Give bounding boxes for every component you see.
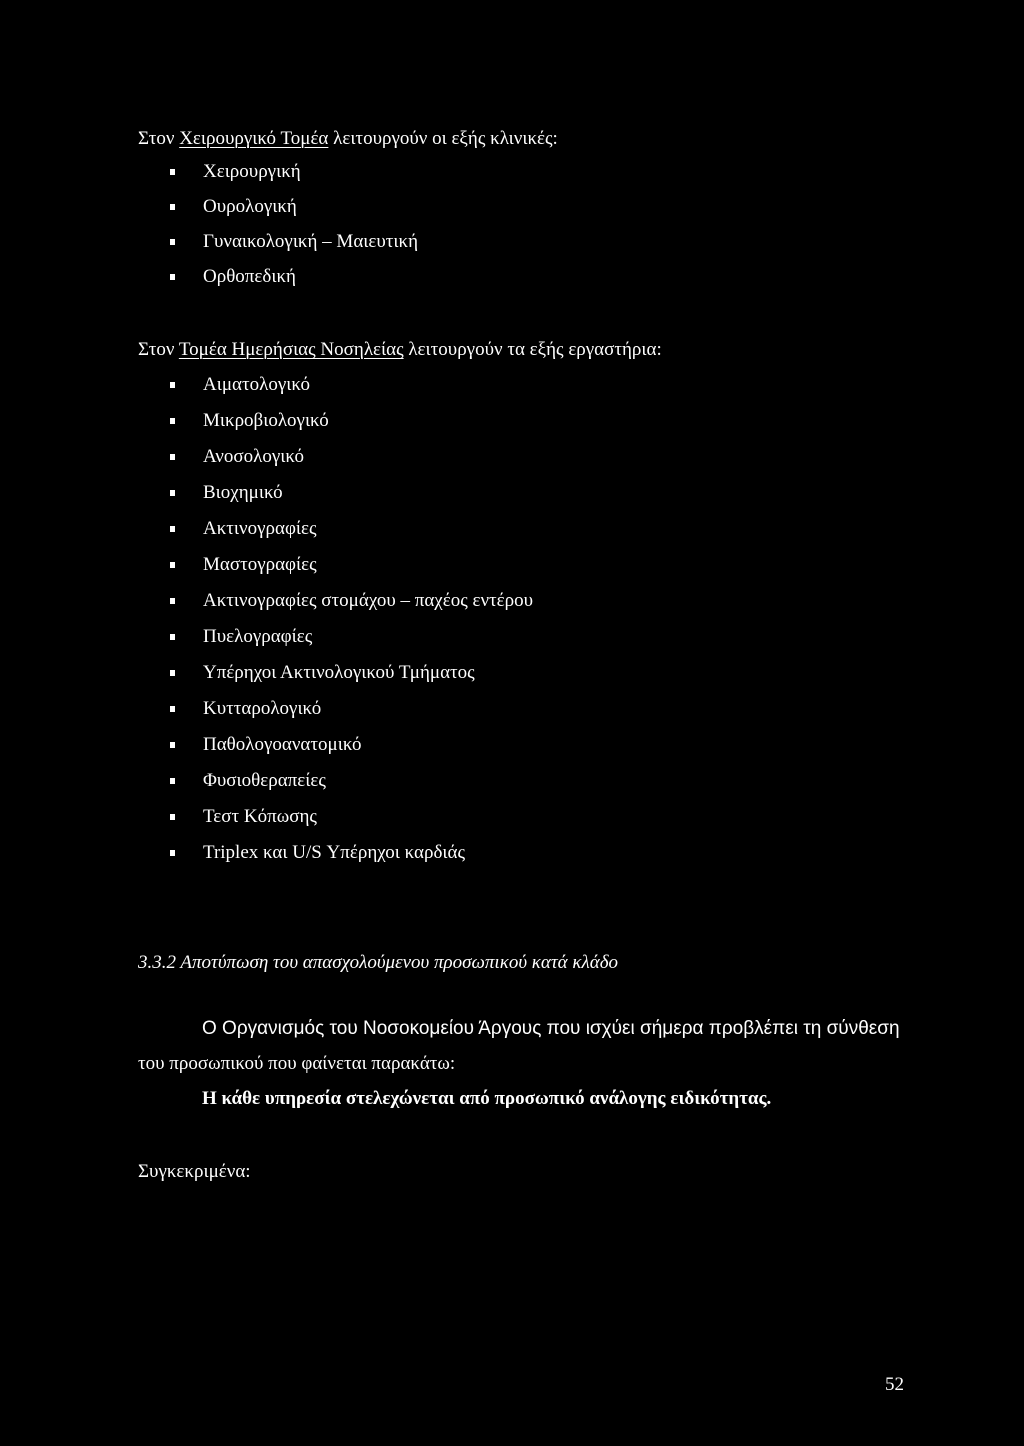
- bullet-icon: [170, 850, 175, 856]
- day-care-sector-link[interactable]: Τομέα Ημερήσιας Νοσηλείας: [178, 339, 404, 360]
- bullet-icon: [170, 706, 175, 712]
- bullet-icon: [170, 274, 175, 280]
- paragraph-line-1: Ο Οργανισμός του Νοσοκομείου Άργους που ισχύει σήμερα προβλέπει τη σύνθεση: [202, 1018, 900, 1039]
- bullet-icon: [170, 814, 175, 820]
- day-care-sector-intro: Στον Τομέα Ημερήσιας Νοσηλείας λειτουργούν τα εξής εργαστήρια:: [138, 339, 662, 360]
- closing-text: Συγκεκριμένα:: [138, 1161, 251, 1182]
- bullet-icon: [170, 454, 175, 460]
- bullet-icon: [170, 239, 175, 245]
- bullet-icon: [170, 169, 175, 175]
- section-heading: 3.3.2 Αποτύπωση του απασχολούμενου προσωπικού κατά κλάδο: [138, 952, 619, 973]
- bullet-icon: [170, 670, 175, 676]
- bullet-icon: [170, 526, 175, 532]
- page-number: 52: [885, 1374, 904, 1395]
- bullet-icon: [170, 562, 175, 568]
- bold-statement: Η κάθε υπηρεσία στελεχώνεται από προσωπικό ανάλογης ειδικότητας.: [202, 1088, 772, 1109]
- paragraph-line-2: του προσωπικού που φαίνεται παρακάτω:: [138, 1053, 456, 1074]
- bullet-icon: [170, 598, 175, 604]
- surgical-sector-intro: Στον Χειρουργικό Τομέα λειτουργούν οι εξής κλινικές:: [138, 128, 558, 149]
- bullet-icon: [170, 742, 175, 748]
- bullet-icon: [170, 204, 175, 210]
- bullet-icon: [170, 490, 175, 496]
- bullet-icon: [170, 418, 175, 424]
- bullet-icon: [170, 778, 175, 784]
- surgical-sector-link[interactable]: Χειρουργικό Τομέα: [179, 128, 329, 149]
- bullet-icon: [170, 634, 175, 640]
- bullet-icon: [170, 382, 175, 388]
